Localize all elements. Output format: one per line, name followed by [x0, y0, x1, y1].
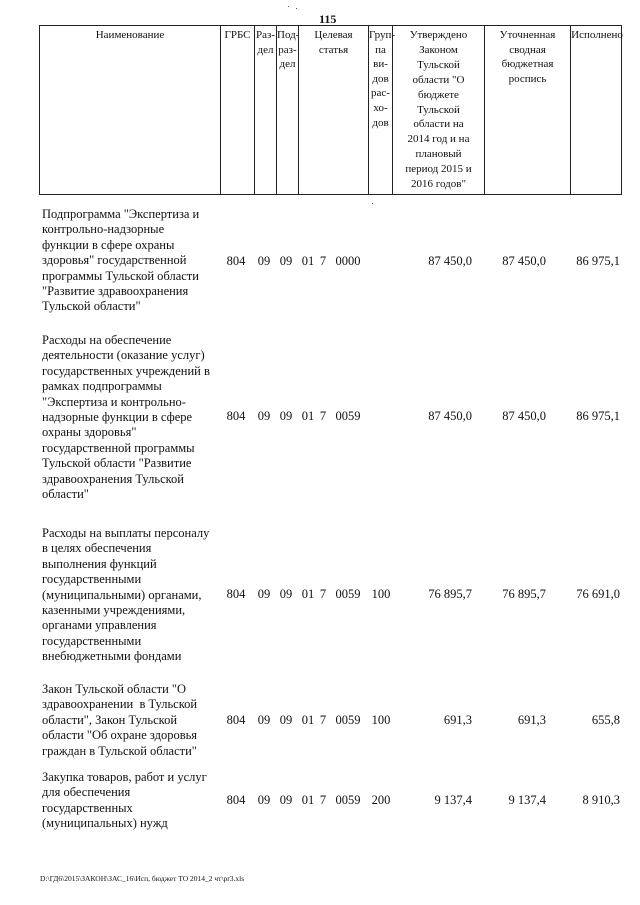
row-name: Подпрограмма "Экспертиза и контрольно-надзорные функции в сфере охраны здоровья" государственной программы Тульской области "Развитие здравоохранения Тульской области": [42, 207, 200, 314]
row-cst-program: 01: [301, 793, 315, 807]
header-approved: Утверждено Законом Тульской области "О бюджете Тульской области на 2014 год и на плановый период 2015 и 2016 годов": [392, 26, 484, 194]
row-grbs: 804: [226, 587, 246, 601]
header-grbs: ГРБС: [220, 26, 254, 194]
scan-speck: [296, 8, 297, 9]
row-executed: 86 975,1: [576, 254, 620, 268]
row-cst-program: 01: [301, 713, 315, 727]
row-razdel: 09: [257, 793, 271, 807]
header-target-article: Целевая статья: [298, 26, 368, 194]
row-approved: 87 450,0: [428, 409, 472, 423]
header-refined: Уточненная сводная бюджетная роспись: [484, 26, 570, 194]
row-cst-program: 01: [301, 587, 315, 601]
row-cst-subprogram: 7: [319, 713, 327, 727]
row-name: Закон Тульской области "О здравоохранении в Тульской области", Закон Тульской области "Об охране здоровья граждан в Тульской области": [42, 682, 198, 758]
row-cst-subprogram: 7: [319, 793, 327, 807]
row-grbs: 804: [226, 713, 246, 727]
row-podrazdel: 09: [279, 793, 293, 807]
row-refined: 691,3: [517, 713, 546, 727]
header-expense-group: Груп- па ви- дов рас- хо- дов: [368, 26, 392, 194]
file-path-footer: D:\ГД6\2015\ЗАКОН\ЗАС_16\Исп, бюджет ТО 2014_2 чт\pr3.xls: [40, 874, 245, 883]
row-name: Расходы на обеспечение деятельности (оказание услуг) государственных учреждений в рамках подпрограммы "Экспертиза и контрольно- надзорные функции в сфере охраны здоровья" государственной программы Тульской области "Развитие здравоохранения Тульской области": [42, 333, 210, 502]
row-refined: 76 895,7: [502, 587, 546, 601]
header-executed: Исполнено: [570, 26, 623, 194]
row-refined: 9 137,4: [508, 793, 546, 807]
row-cst-direction: 0000: [335, 254, 361, 268]
row-expense-group: 100: [371, 713, 391, 727]
row-podrazdel: 09: [279, 409, 293, 423]
row-cst-subprogram: 7: [319, 587, 327, 601]
page-number: 115: [319, 12, 337, 26]
header-razdel: Раз- дел: [254, 26, 276, 194]
row-executed: 8 910,3: [582, 793, 620, 807]
row-expense-group: 200: [371, 793, 391, 807]
row-approved: 87 450,0: [428, 254, 472, 268]
row-grbs: 804: [226, 409, 246, 423]
row-cst-direction: 0059: [335, 713, 361, 727]
row-cst-program: 01: [301, 409, 315, 423]
row-approved: 9 137,4: [434, 793, 472, 807]
row-razdel: 09: [257, 409, 271, 423]
scan-speck: [288, 6, 289, 7]
row-grbs: 804: [226, 793, 246, 807]
row-cst-direction: 0059: [335, 409, 361, 423]
row-cst-program: 01: [301, 254, 315, 268]
row-podrazdel: 09: [279, 587, 293, 601]
row-cst-direction: 0059: [335, 793, 361, 807]
row-razdel: 09: [257, 587, 271, 601]
row-grbs: 804: [226, 254, 246, 268]
row-cst-direction: 0059: [335, 587, 361, 601]
scan-speck: [372, 203, 373, 204]
row-cst-subprogram: 7: [319, 409, 327, 423]
header-name: Наименование: [95, 29, 165, 41]
row-approved: 691,3: [443, 713, 472, 727]
row-refined: 87 450,0: [502, 409, 546, 423]
table-header: [39, 25, 622, 195]
row-refined: 87 450,0: [502, 254, 546, 268]
row-podrazdel: 09: [279, 713, 293, 727]
row-razdel: 09: [257, 254, 271, 268]
row-executed: 655,8: [591, 713, 620, 727]
header-podrazdel: Под- раз- дел: [276, 26, 298, 194]
row-name: Расходы на выплаты персоналу в целях обеспечения выполнения функций государственными (муниципальными) органами, казенными учреждениями, органами управления государственными внебюджетными фондами: [42, 526, 210, 664]
row-razdel: 09: [257, 713, 271, 727]
row-name: Закупка товаров, работ и услуг для обеспечения государственных (муниципальных) нужд: [42, 770, 207, 831]
row-cst-subprogram: 7: [319, 254, 327, 268]
row-executed: 86 975,1: [576, 409, 620, 423]
row-podrazdel: 09: [279, 254, 293, 268]
row-executed: 76 691,0: [576, 587, 620, 601]
row-expense-group: 100: [371, 587, 391, 601]
row-approved: 76 895,7: [428, 587, 472, 601]
